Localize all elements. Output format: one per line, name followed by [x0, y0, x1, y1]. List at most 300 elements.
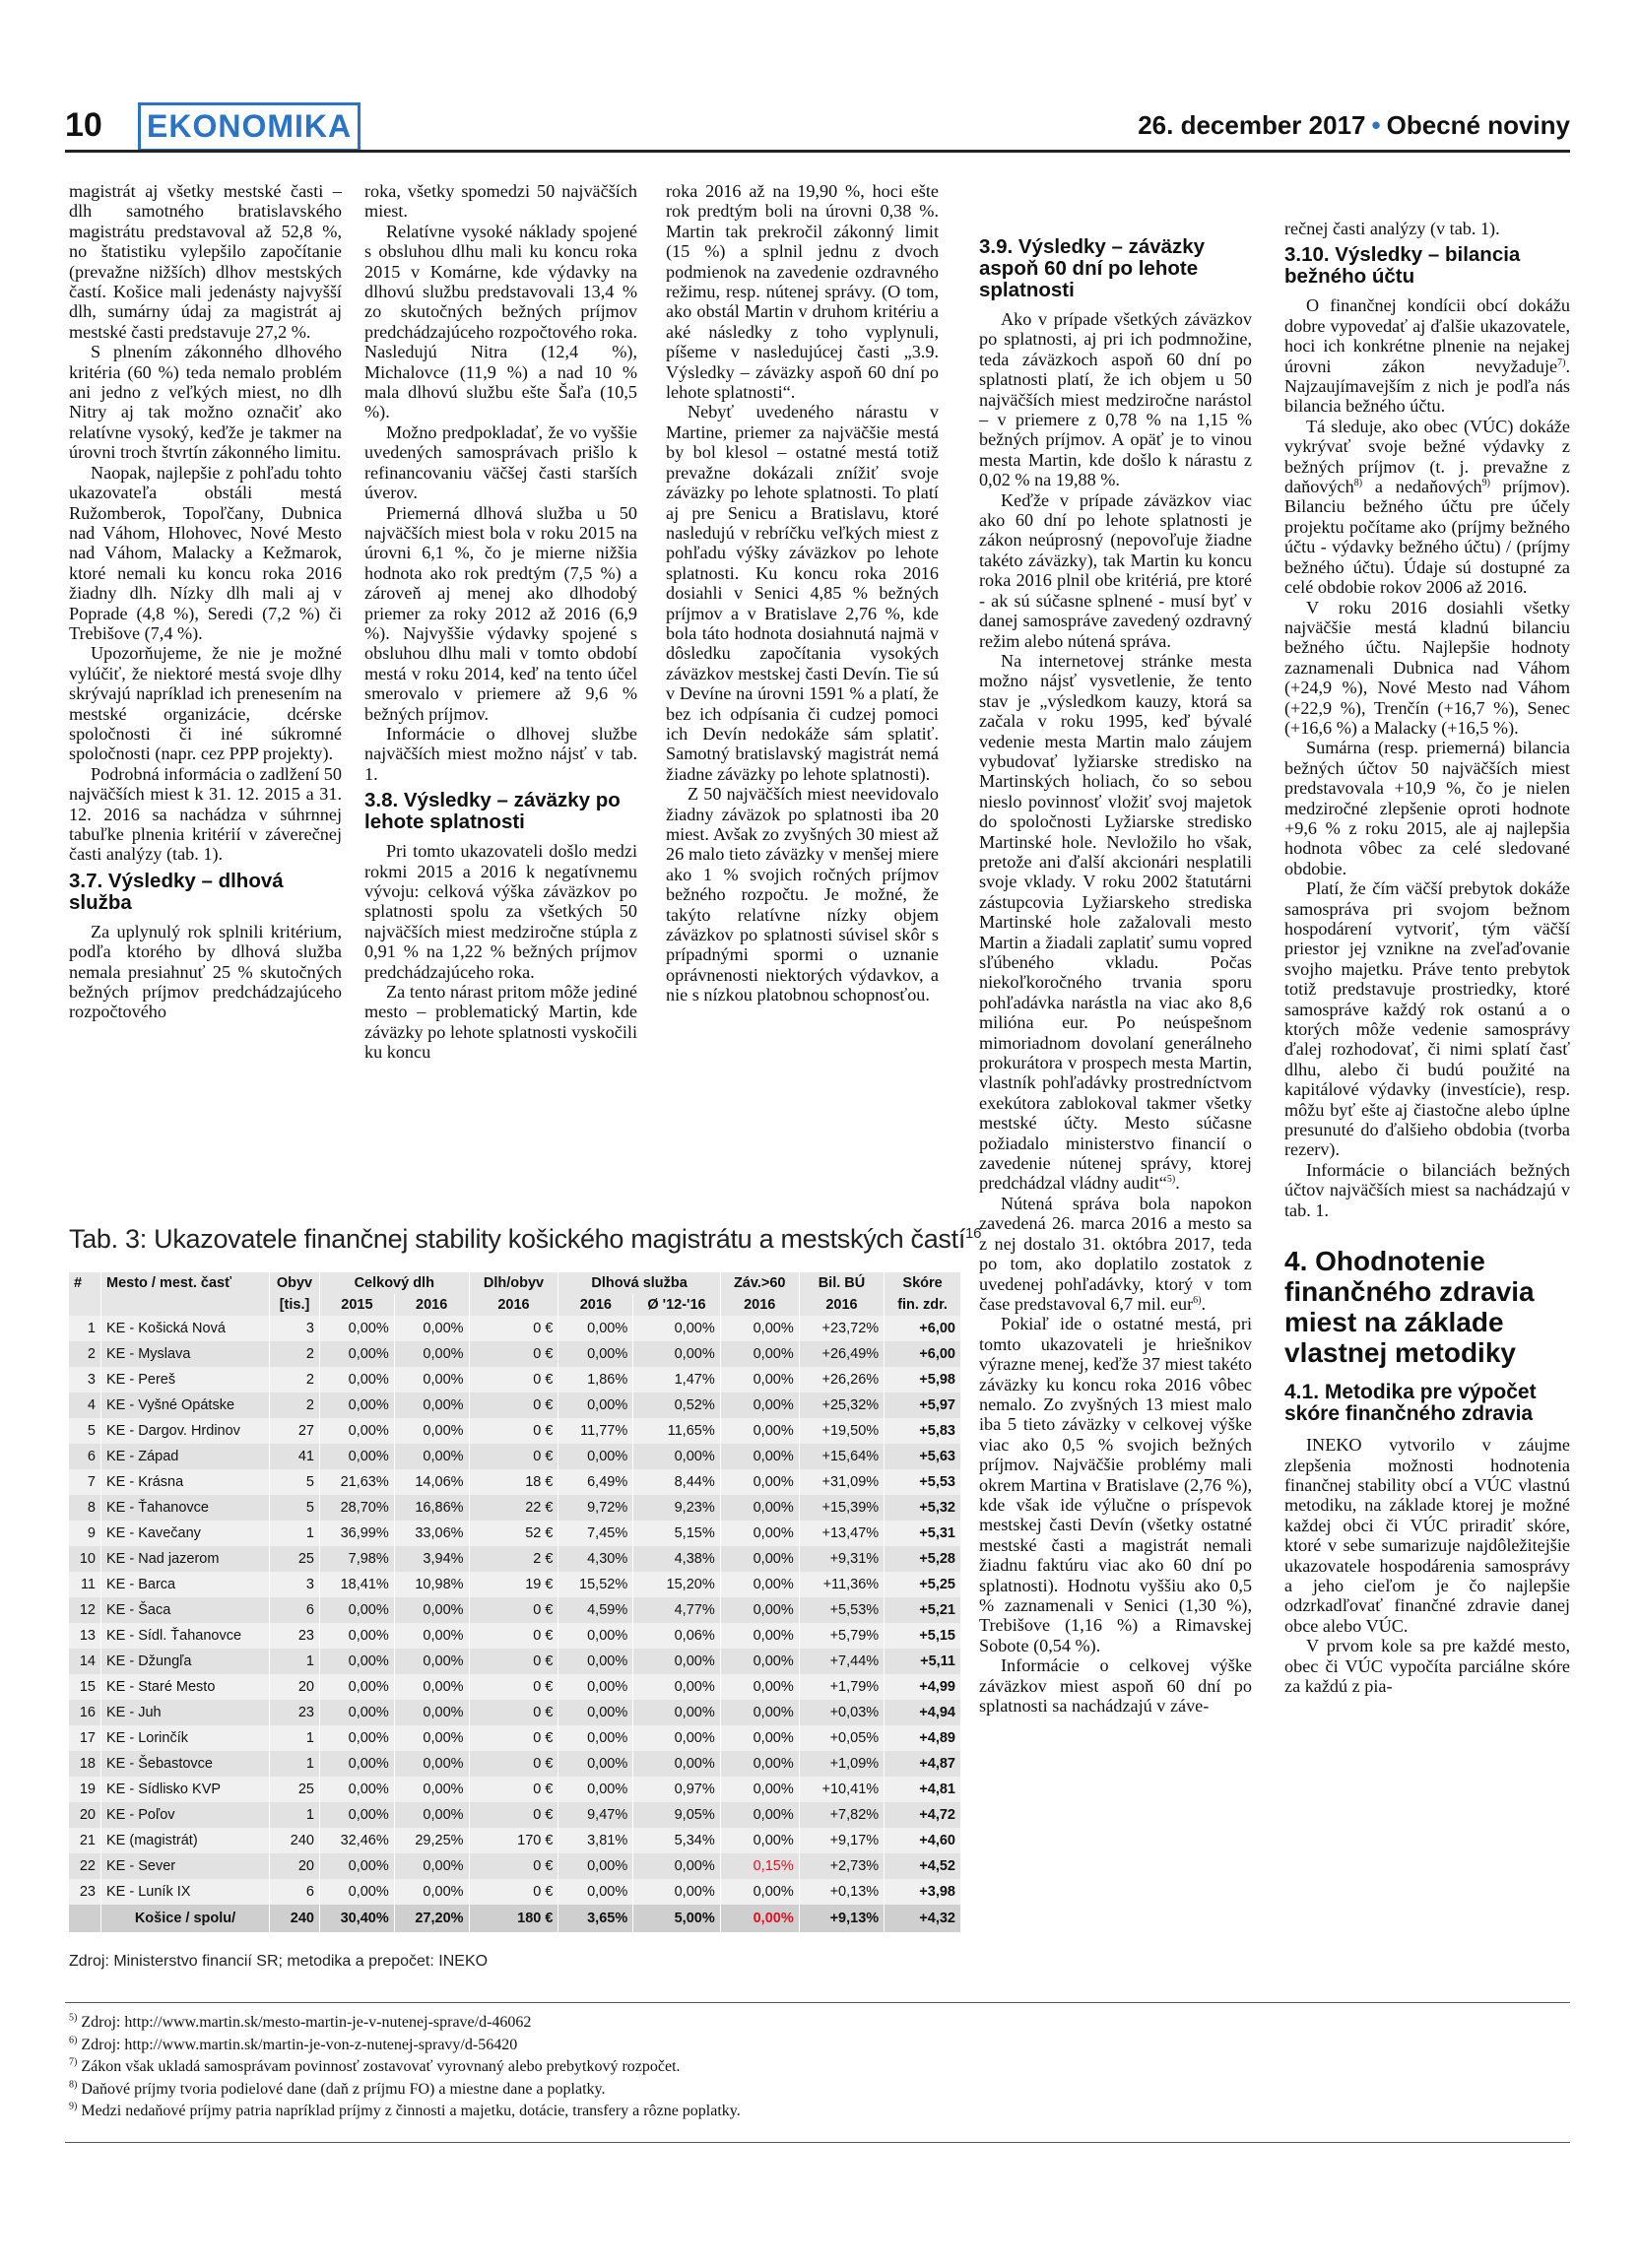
cell: 32,46% — [320, 1828, 395, 1853]
cell: 4,77% — [633, 1597, 721, 1623]
cell: 7,98% — [320, 1546, 395, 1572]
cell: 22 — [69, 1853, 101, 1879]
cell: 0,00% — [558, 1444, 633, 1469]
cell: 0 € — [469, 1367, 558, 1393]
cell: 2 — [270, 1393, 320, 1418]
cell: 0,00% — [394, 1393, 469, 1418]
cell: +9,13% — [799, 1905, 884, 1932]
cell: 0,00% — [720, 1316, 799, 1341]
cell: 0,00% — [320, 1725, 395, 1751]
cell: 0,97% — [633, 1777, 721, 1802]
col-subheader: fin. zdr. — [885, 1294, 961, 1316]
footnote-ref: 8) — [1353, 478, 1363, 488]
cell: 0,00% — [394, 1802, 469, 1828]
cell: 0 € — [469, 1393, 558, 1418]
table-row — [69, 1879, 961, 1905]
paragraph: V prvom kole sa pre každé mesto, obec či VÚC vypočíta parciálne skóre za každú z pia- — [1284, 1636, 1570, 1696]
heading-4-1: 4.1. Metodika pre výpočet skóre finančného zdravia — [1284, 1381, 1537, 1426]
cell: 12 — [69, 1597, 101, 1623]
cell: +3,98 — [885, 1879, 961, 1905]
footnote-ref: 5) — [1166, 1174, 1176, 1186]
cell: 0,00% — [633, 1700, 721, 1725]
cell: 0,00% — [320, 1367, 395, 1393]
cell: +25,32% — [799, 1393, 884, 1418]
issue-date: 26. december 2017 — [1138, 110, 1366, 140]
cell: 6 — [69, 1444, 101, 1469]
cell: +5,25 — [885, 1572, 961, 1597]
cell: +6,00 — [885, 1341, 961, 1367]
column-3 — [666, 181, 939, 1005]
cell: KE - Kavečany — [101, 1521, 270, 1546]
cell: +4,52 — [885, 1853, 961, 1879]
cell: 36,99% — [320, 1521, 395, 1546]
paragraph: Platí, že čím väčší prebytok dokáže samospráva pri svojom bežnom hospodárení vytvoriť, tým väčší priestor jej vznikne na zveľaďovanie svojho majetku. Práve tento prebytok totiž predstavuje prostriedky, ktoré samospráve každý rok ostanú a o ktorých môže vedenie samosprávy ďalej rozhodovať, či nimi splatí časť dlhu, alebo či budú použité na kapitálové výdavky (investície), resp. môžu byť ešte aj čiastočne alebo úplne presunuté do ďalšieho obdobia (tvorba rezerv). — [1284, 878, 1570, 1160]
col-subheader — [101, 1294, 270, 1316]
cell: 240 — [270, 1905, 320, 1932]
paragraph-text: O finančnej kondícii obcí dokážu dobre vypovedať aj ďalšie ukazovatele, hoci ich konkrétne plnenie na nejakej úrovni zákon nevyžaduje — [1284, 295, 1570, 376]
cell: 0,00% — [394, 1341, 469, 1367]
cell: 27 — [270, 1418, 320, 1444]
footnote-number: 6) — [69, 2035, 78, 2046]
cell: 0,00% — [720, 1572, 799, 1597]
cell: 0,00% — [720, 1905, 799, 1932]
cell: 16,86% — [394, 1495, 469, 1521]
cell: KE - Juh — [101, 1700, 270, 1725]
table-row — [69, 1649, 961, 1674]
col-subheader: 2016 — [799, 1294, 884, 1316]
cell: 0,00% — [720, 1341, 799, 1367]
cell: +5,53% — [799, 1597, 884, 1623]
paragraph — [979, 1194, 1252, 1314]
cell: 0,00% — [320, 1444, 395, 1469]
col-header: Mesto / mest. časť — [101, 1272, 270, 1294]
cell: 4,59% — [558, 1597, 633, 1623]
cell: 0,00% — [320, 1649, 395, 1674]
cell: +1,09% — [799, 1751, 884, 1777]
cell: 5,00% — [633, 1905, 721, 1932]
cell: +7,82% — [799, 1802, 884, 1828]
cell: 25 — [270, 1777, 320, 1802]
cell: 2 € — [469, 1546, 558, 1572]
table-row — [69, 1700, 961, 1725]
col-subheader: Ø '12-'16 — [633, 1294, 721, 1316]
cell: 0,00% — [633, 1341, 721, 1367]
cell: 9,23% — [633, 1495, 721, 1521]
cell: +4,60 — [885, 1828, 961, 1853]
cell: +4,32 — [885, 1905, 961, 1932]
cell: 0,00% — [633, 1649, 721, 1674]
cell: 0,00% — [394, 1623, 469, 1649]
cell: 23 — [69, 1879, 101, 1905]
footnote — [69, 2056, 1566, 2079]
cell: 0,00% — [320, 1751, 395, 1777]
table-row — [69, 1802, 961, 1828]
col-header: Záv.>60 — [720, 1272, 799, 1294]
col-header: Obyv — [270, 1272, 320, 1294]
cell: 15,20% — [633, 1572, 721, 1597]
cell: 23 — [270, 1700, 320, 1725]
cell: 4 — [69, 1393, 101, 1418]
cell: 20 — [270, 1853, 320, 1879]
paragraph: Za uplynulý rok splnili kritérium, podľa ktorého by dlhová služba nemala presiahnuť 25 % skutočných bežných príjmov predchádzajúceho rozpočtového — [69, 921, 342, 1022]
footnote-ref: 16 — [965, 1225, 982, 1242]
cell: 0 € — [469, 1725, 558, 1751]
cell: 0,00% — [394, 1444, 469, 1469]
column-4 — [979, 230, 1252, 1716]
paragraph: rečnej časti analýzy (v tab. 1). — [1284, 219, 1500, 238]
cell: +5,11 — [885, 1649, 961, 1674]
cell: +5,53 — [885, 1469, 961, 1495]
cell: 0,00% — [394, 1777, 469, 1802]
separator-dot: • — [1371, 110, 1381, 140]
cell: KE - Sídl. Ťahanovce — [101, 1623, 270, 1649]
cell: 1 — [270, 1725, 320, 1751]
table-body — [69, 1316, 961, 1905]
table-row — [69, 1725, 961, 1751]
paragraph: INEKO vytvorilo v záujme zlepšenia možnosti hodnotenia finančnej stability obcí a VÚC vlastnú metodiku, na základe ktorej je možné každej obci či VÚC priradiť skóre, ktoré v sebe sumarizuje najdôležitejšie ukazovatele hospodárenia samosprávy a jeho cieľom je čo najlepšie odzrkadľovať finančné zdravie danej obce alebo VÚC. — [1284, 1435, 1570, 1636]
table-subheader-row — [69, 1294, 961, 1316]
cell: 0 € — [469, 1700, 558, 1725]
cell: KE - Poľov — [101, 1802, 270, 1828]
cell: 0,00% — [558, 1777, 633, 1802]
column-1 — [69, 181, 342, 1022]
cell: 6 — [270, 1597, 320, 1623]
table-row — [69, 1828, 961, 1853]
col-header: Bil. BÚ — [799, 1272, 884, 1294]
table-row — [69, 1367, 961, 1393]
cell: 0,00% — [720, 1418, 799, 1444]
cell: 240 — [270, 1828, 320, 1853]
cell: +5,21 — [885, 1597, 961, 1623]
cell: 23 — [270, 1623, 320, 1649]
table-row — [69, 1341, 961, 1367]
footnote-ref: 6) — [1193, 1294, 1202, 1306]
col-subheader: [tis.] — [270, 1294, 320, 1316]
cell: KE - Dargov. Hrdinov — [101, 1418, 270, 1444]
paragraph: Keďže v prípade záväzkov viac ako 60 dní po lehote splatnosti je zákon neúprosný (nepovoľuje žiadne takéto záväzky), tak Martin ku koncu roka 2016 plnil obe kritériá, pre ktoré - ak sú súčasne splnené - musí byť v danej samospráve zavedený ozdravný režim alebo nútená správa. — [979, 489, 1252, 651]
cell: 0,00% — [558, 1674, 633, 1700]
cell: 9,72% — [558, 1495, 633, 1521]
cell: 170 € — [469, 1828, 558, 1853]
cell: +9,31% — [799, 1546, 884, 1572]
bottom-rule — [65, 2142, 1570, 2143]
cell: 0,00% — [720, 1367, 799, 1393]
table-total-row — [69, 1905, 961, 1932]
cell: 5,34% — [633, 1828, 721, 1853]
cell: 0 € — [469, 1444, 558, 1469]
col-subheader: 2016 — [558, 1294, 633, 1316]
col-subheader — [69, 1294, 101, 1316]
cell: +5,79% — [799, 1623, 884, 1649]
cell: 0,00% — [394, 1418, 469, 1444]
col-subheader: 2016 — [720, 1294, 799, 1316]
heading-3-9: 3.9. Výsledky – záväzky aspoň 60 dní po lehote splatnosti — [979, 235, 1206, 301]
cell: KE - Sídlisko KVP — [101, 1777, 270, 1802]
cell: 0,00% — [558, 1853, 633, 1879]
cell: 11,65% — [633, 1418, 721, 1444]
cell: 6,49% — [558, 1469, 633, 1495]
cell: +5,15 — [885, 1623, 961, 1649]
cell: +31,09% — [799, 1469, 884, 1495]
heading-3-7: 3.7. Výsledky – dlhová služba — [69, 869, 284, 914]
cell: 0,00% — [320, 1597, 395, 1623]
paragraph: Naopak, najlepšie z pohľadu tohto ukazovateľa obstáli mestá Ružomberok, Topoľčany, Dubnica nad Váhom, Hlohovec, Nové Mesto nad Váhom, Malacky a Kežmarok, ktoré nemali ku koncu roka 2016 žiadny dlh. Nízky dlh mali aj v Poprade (4,8 %), Seredi (7,2 %) či Trebišove (7,4 %). — [69, 462, 342, 643]
cell: 0,00% — [633, 1444, 721, 1469]
cell: 9,05% — [633, 1802, 721, 1828]
table-row — [69, 1777, 961, 1802]
paragraph: Z 50 najväčších miest neevidovalo žiadny záväzok po splatnosti iba 20 miest. Avšak zo zvyšných 30 miest až 26 malo tieto záväzky v menšej miere ako 1 % svojich ročných príjmov bežného rozpočtu. Je možné, že takýto relatívne nízky objem záväzkov po splatnosti súvisel skôr s prípadnými spormi o uznanie oprávnenosti niektorých výdavkov, a nie s nízkou platobnou schopnosťou. — [666, 784, 939, 1005]
cell: 1 — [69, 1316, 101, 1341]
cell: 19 € — [469, 1572, 558, 1597]
cell: 0,00% — [633, 1751, 721, 1777]
paragraph: roka, všetky spomedzi 50 najväčších miest. — [364, 181, 637, 222]
paragraph: Informácie o bilanciách bežných účtov najväčších miest sa nachádzajú v tab. 1. — [1284, 1159, 1570, 1220]
cell: 3 — [69, 1367, 101, 1393]
table-row — [69, 1418, 961, 1444]
cell: 0,00% — [320, 1674, 395, 1700]
cell: 22 € — [469, 1495, 558, 1521]
cell: 0 € — [469, 1777, 558, 1802]
footnote-text: Zdroj: http://www.martin.sk/martin-je-von-z-nutenej-spravy/d-56420 — [77, 2036, 518, 2053]
cell: 0,00% — [633, 1725, 721, 1751]
cell: 10,98% — [394, 1572, 469, 1597]
table-row — [69, 1546, 961, 1572]
cell: 0 € — [469, 1853, 558, 1879]
cell: KE - Staré Mesto — [101, 1674, 270, 1700]
cell: 0,00% — [394, 1700, 469, 1725]
col-subheader: 2015 — [320, 1294, 395, 1316]
cell: 0,00% — [720, 1802, 799, 1828]
table-row — [69, 1393, 961, 1418]
cell: 0 € — [469, 1802, 558, 1828]
cell: 0,00% — [720, 1521, 799, 1546]
cell: 0,00% — [320, 1879, 395, 1905]
paragraph: V roku 2016 dosiahli všetky najväčšie mestá kladnú bilanciu bežného účtu. Najlepšie hodnoty zaznamenali Dubnica nad Váhom (+24,9 %), Nové Mesto nad Váhom (+22,9 %), Trenčín (+16,7 %), Senec (+16,6 %) a Malacky (+16,5 %). — [1284, 597, 1570, 738]
cell: 0,00% — [720, 1444, 799, 1469]
paragraph: roka 2016 až na 19,90 %, hoci ešte rok predtým boli na úrovni 0,38 %. Martin tak prekročil zákonný limit (15 %) a splnil jednu z dvoch podmienok na zavedenie ozdravného režimu, resp. nútenej správy. (O tom, ako obstál Martin v druhom kritériu a aké následky z toho vyplynuli, píšeme v nasledujúcej časti „3.9. Výsledky – záväzky aspoň 60 dní po lehote splatnosti“. — [666, 181, 939, 403]
cell: 0,00% — [394, 1316, 469, 1341]
cell: 5 — [270, 1495, 320, 1521]
cell: 3,81% — [558, 1828, 633, 1853]
cell: 15,52% — [558, 1572, 633, 1597]
cell: 0,00% — [720, 1725, 799, 1751]
table-row — [69, 1623, 961, 1649]
table-row — [69, 1597, 961, 1623]
cell: 2 — [69, 1341, 101, 1367]
paragraph — [1284, 295, 1570, 416]
cell: +11,36% — [799, 1572, 884, 1597]
cell: +4,87 — [885, 1751, 961, 1777]
paragraph: Pri tomto ukazovateli došlo medzi rokmi 2015 a 2016 k negatívnemu vývoju: celková výška záväzkov po splatnosti spolu za všetkých 50 najväčších miest medziročne stúpla z 0,91 % na 1,22 % bežných príjmov predchádzajúceho roka. — [364, 841, 637, 982]
footnote-ref: 9) — [1481, 478, 1490, 488]
heading-3-8: 3.8. Výsledky – záväzky po lehote splatnosti — [364, 789, 621, 834]
cell: 10 — [69, 1546, 101, 1572]
cell: 18 € — [469, 1469, 558, 1495]
cell: KE - Nad jazerom — [101, 1546, 270, 1572]
paragraph: Informácie o celkovej výške záväzkov miest aspoň 60 dní po splatnosti sa nachádzajú v záve- — [979, 1655, 1252, 1717]
footnote-text: Daňové príjmy tvoria podielové dane (daň z príjmu FO) a miestne dane a poplatky. — [77, 2080, 606, 2098]
cell: 9 — [69, 1521, 101, 1546]
cell: 0 € — [469, 1341, 558, 1367]
cell: +5,32 — [885, 1495, 961, 1521]
cell: KE - Džungľa — [101, 1649, 270, 1674]
cell: 5 — [270, 1469, 320, 1495]
cell: +26,26% — [799, 1367, 884, 1393]
cell: +2,73% — [799, 1853, 884, 1879]
cell: 8,44% — [633, 1469, 721, 1495]
cell: KE - Západ — [101, 1444, 270, 1469]
cell: 2 — [270, 1341, 320, 1367]
cell: +5,97 — [885, 1393, 961, 1418]
cell: 0,00% — [720, 1828, 799, 1853]
paragraph: Upozorňujeme, že nie je možné vylúčiť, že niektoré mestá svoje dlhy skrývajú napríklad ich prenesením na mestské organizácie, dcérske spoločnosti či iné súkromné spoločnosti (napr. cez PPP projekty). — [69, 643, 342, 764]
cell: 0,00% — [394, 1853, 469, 1879]
cell: 0,00% — [720, 1393, 799, 1418]
cell: 1 — [270, 1751, 320, 1777]
cell: 15 — [69, 1674, 101, 1700]
footnote-number: 9) — [69, 2101, 78, 2112]
col-subheader: 2016 — [394, 1294, 469, 1316]
cell: KE - Lorinčík — [101, 1725, 270, 1751]
cell: 18,41% — [320, 1572, 395, 1597]
cell: 0,00% — [558, 1700, 633, 1725]
cell: 0 € — [469, 1418, 558, 1444]
cell: +4,72 — [885, 1802, 961, 1828]
cell: 0,00% — [320, 1316, 395, 1341]
paragraph-text: a nedaňových — [1362, 477, 1482, 497]
footnotes — [69, 2012, 1566, 2123]
cell: KE - Luník IX — [101, 1879, 270, 1905]
paragraph: Sumárna (resp. priemerná) bilancia bežných účtov 50 najväčších miest predstavovala +10,9 %, čo je nielen medziročné zlepšenie oproti hodnote +9,6 % z roku 2015, ale aj najlepšia hodnota vôbec za celé sledované obdobie. — [1284, 738, 1570, 878]
cell: +13,47% — [799, 1521, 884, 1546]
paragraph: Relatívne vysoké náklady spojené s obsluhou dlhu mali ku koncu roka 2015 v Komárne, kde výdavky na dlhovú službu predstavovali 13,4 % zo skutočných bežných príjmov predchádzajúceho rozpočtového roka. Nasledujú Nitra (12,4 %), Michalovce (11,9 %) a nad 10 % mala dlhovú službu ešte Šaľa (10,5 %). — [364, 221, 637, 422]
cell: KE - Myslava — [101, 1341, 270, 1367]
cell: 1 — [270, 1649, 320, 1674]
footnote-text: Zákon však ukladá samosprávam povinnosť zostavovať vyrovnaný alebo prebytkový rozpočet. — [77, 2058, 681, 2075]
paragraph-text: . — [1201, 1293, 1207, 1314]
cell: KE - Barca — [101, 1572, 270, 1597]
cell: 0,15% — [720, 1853, 799, 1879]
cell: 52 € — [469, 1521, 558, 1546]
cell: 3 — [270, 1572, 320, 1597]
paragraph: Priemerná dlhová služba u 50 najväčších miest bola v roku 2015 na úrovni 6,1 %, čo je mierne nižšia hodnota ako rok predtým (7,5 %) a zároveň aj menej ako dlhodobý priemer za roky 2012 až 2016 (6,9 %). Najvyššie výdavky spojené s obsluhou dlhu mali v tomto období mestá v roku 2014, keď na tento účel smerovalo v priemere až 9,6 % bežných príjmov. — [364, 502, 637, 724]
cell: +4,81 — [885, 1777, 961, 1802]
cell: +4,94 — [885, 1700, 961, 1725]
col-header: Dlhová služba — [558, 1272, 720, 1294]
cell: 16 — [69, 1700, 101, 1725]
paragraph: Informácie o dlhovej službe najväčších miest možno nájsť v tab. 1. — [364, 723, 637, 784]
column-2 — [364, 181, 637, 1063]
cell: 0,00% — [720, 1597, 799, 1623]
cell: +5,63 — [885, 1444, 961, 1469]
cell: +1,79% — [799, 1674, 884, 1700]
cell: 0,00% — [720, 1751, 799, 1777]
table-source: Zdroj: Ministerstvo financií SR; metodika a prepočet: INEKO — [69, 1953, 489, 1970]
cell: 0,00% — [558, 1879, 633, 1905]
table-row — [69, 1495, 961, 1521]
cell: 0,00% — [558, 1393, 633, 1418]
cell: 20 — [270, 1674, 320, 1700]
cell: 0,00% — [394, 1367, 469, 1393]
col-header: Celkový dlh — [320, 1272, 470, 1294]
cell: 1 — [270, 1521, 320, 1546]
table-row — [69, 1469, 961, 1495]
cell: KE - Košická Nová — [101, 1316, 270, 1341]
paragraph: magistrát aj všetky mestské časti – dlh samotného bratislavského magistrátu predstavoval až 52,8 %, no štatistiku vylepšilo započítanie (prevažne nižších) dlhov mestských častí. Košice mali jedenásty najvyšší dlh, sumárny údaj za magistrát aj mestské časti predstavuje 27,2 %. — [69, 181, 342, 342]
cell: 0,00% — [720, 1700, 799, 1725]
page-header — [65, 102, 1570, 146]
paragraph — [1284, 417, 1570, 598]
cell: 1,86% — [558, 1367, 633, 1393]
cell: 0,00% — [558, 1649, 633, 1674]
table-header-row — [69, 1272, 961, 1294]
footnote — [69, 2079, 1566, 2102]
cell: KE - Šaca — [101, 1597, 270, 1623]
cell: KE - Šebastovce — [101, 1751, 270, 1777]
col-header: Skóre — [885, 1272, 961, 1294]
cell: +9,17% — [799, 1828, 884, 1853]
section-label: EKONOMIKA — [138, 102, 361, 152]
cell: +5,28 — [885, 1546, 961, 1572]
footnote-text: Zdroj: http://www.martin.sk/mesto-martin-je-v-nutenej-sprave/d-46062 — [77, 2014, 532, 2031]
cell: KE - Vyšné Opátske — [101, 1393, 270, 1418]
cell: +0,05% — [799, 1725, 884, 1751]
col-header: # — [69, 1272, 101, 1294]
cell: 3,94% — [394, 1546, 469, 1572]
cell: 0,00% — [720, 1879, 799, 1905]
footnote-rule — [65, 2002, 1570, 2003]
cell: 9,47% — [558, 1802, 633, 1828]
paragraph: S plnením zákonného dlhového kritéria (60 %) teda nemalo problém ani jedno z veľkých miest, no dlh Nitry aj tak možno označiť ako relatívne vysoký, keďže je takmer na úrovni troch štvrtín zákonného limitu. — [69, 342, 342, 463]
cell: 30,40% — [320, 1905, 395, 1932]
cell: +19,50% — [799, 1418, 884, 1444]
cell: KE - Pereš — [101, 1367, 270, 1393]
cell: 0,00% — [394, 1751, 469, 1777]
paragraph-text: Na internetovej stránke mesta možno nájsť vysvetlenie, že tento stav je „výsledkom kauzy, ktorá sa začala v roku 1995, keď bývalé vedenie mesta Martin malo záujem vybudovať lyžiarske stredisko na Martinských holiach, čo so sebou nieslo povinnosť vložiť svoj majetok do spoločnosti Lyžiarske stredisko Martinské hole. Nevložilo ho však, pretože ani ďalší akcionári nesplatili svoje vklady. V roku 2002 štatutárni zástupcovia Lyžiarskeho strediska Martinské hole zažalovali mesto Martin a žiadali zaplatiť sumu vopred sľúbeného vkladu. Počas niekoľkoročného trvania sporu pohľadávka narástla na viac ako 8,6 milióna eur. Po neúspešnom mimoriadnom dovolaní generálneho prokurátora v prospech mesta Martin, vlastník pohľadávky prostredníctvom exekútora zablokoval takmer všetky mestské účty. Mesto súčasne požiadalo ministerstvo financií o zavedenie nútenej správy, ktorej predchádzal vládny audit“ — [979, 650, 1252, 1194]
cell: 0,00% — [558, 1751, 633, 1777]
cell: +0,13% — [799, 1879, 884, 1905]
cell: 7,45% — [558, 1521, 633, 1546]
cell: 0 € — [469, 1316, 558, 1341]
paragraph: Za tento nárast pritom môže jediné mesto – problematický Martin, kde záväzky po lehote splatnosti vyskočili ku koncu — [364, 982, 637, 1063]
cell: 0,00% — [320, 1418, 395, 1444]
footnote-ref: 7) — [1557, 356, 1566, 368]
cell: 0 € — [469, 1751, 558, 1777]
table-row — [69, 1316, 961, 1341]
cell: 13 — [69, 1623, 101, 1649]
table-title — [69, 1224, 982, 1255]
cell: 0,00% — [320, 1341, 395, 1367]
header-rule — [65, 150, 1570, 153]
table-row — [69, 1444, 961, 1469]
paragraph: Možno predpokladať, že vo vyššie uvedených samosprávach prišlo k refinancovaniu väčšej časti starších úverov. — [364, 421, 637, 503]
cell: 20 — [69, 1802, 101, 1828]
footnote — [69, 2101, 1566, 2123]
cell: 5 — [69, 1418, 101, 1444]
cell: 1 — [270, 1802, 320, 1828]
cell: 0,00% — [394, 1879, 469, 1905]
cell: 0,00% — [633, 1879, 721, 1905]
cell: KE (magistrát) — [101, 1828, 270, 1853]
cell: 0,00% — [320, 1623, 395, 1649]
cell: 1,47% — [633, 1367, 721, 1393]
cell: 0,00% — [320, 1700, 395, 1725]
cell: +5,31 — [885, 1521, 961, 1546]
cell: 5,15% — [633, 1521, 721, 1546]
cell: 41 — [270, 1444, 320, 1469]
cell: 14,06% — [394, 1469, 469, 1495]
cell: 180 € — [469, 1905, 558, 1932]
